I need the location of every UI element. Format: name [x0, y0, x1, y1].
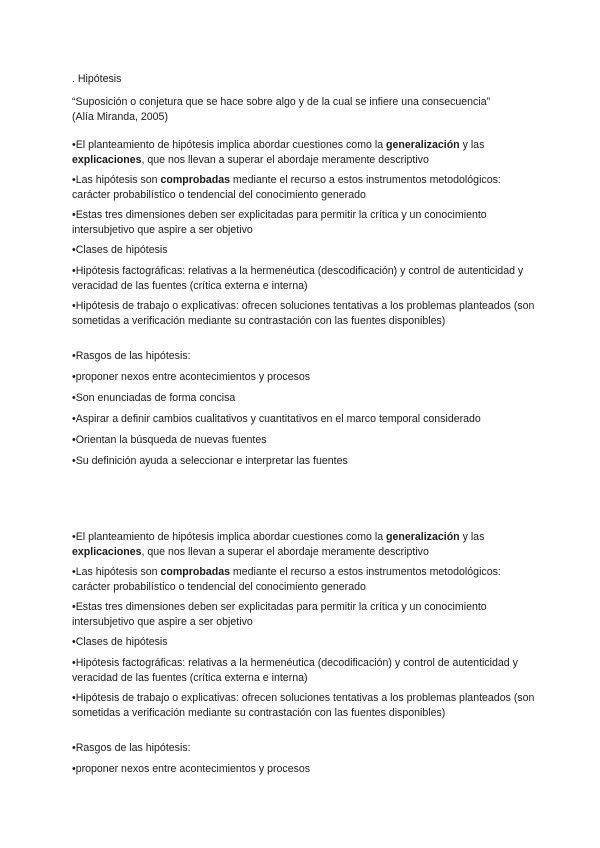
bullet-comprobadas-repeat: •Las hipótesis son comprobadas mediante el recurso a estos instrumentos metodológicos: carácter probabilístico o tendencial del conocimiento generado: [72, 566, 501, 593]
bullet-dimensiones-repeat: •Estas tres dimensiones deben ser explicitadas para permitir la crítica y un conocimiento intersubjetivo que aspire a ser objetivo: [72, 601, 487, 628]
bullet-orientan: •Orientan la búsqueda de nuevas fuentes: [72, 434, 267, 446]
bullet-factograficas-repeat: •Hipótesis factográficas: relativas a la hermenéutica (decodificación) y control de autenticidad y veracidad de las fuentes (crítica externa e interna): [72, 657, 518, 684]
bullet-generalizacion: •El planteamiento de hipótesis implica abordar cuestiones como la generalización y las explicaciones, que nos llevan a superar el abordaje meramente descriptivo: [72, 139, 485, 166]
bullet-rasgos: •Rasgos de las hipótesis:: [72, 350, 191, 362]
bullet-trabajo-repeat: •Hipótesis de trabajo o explicativas: ofrecen soluciones tentativas a los problemas planteados (son sometidas a verificación mediante su contrastación con las fuentes disponibles): [72, 692, 535, 719]
bullet-comprobadas: •Las hipótesis son comprobadas mediante el recurso a estos instrumentos metodológicos: carácter probabilístico o tendencial del conocimiento generado: [72, 174, 501, 201]
bullet-nexos-repeat: •proponer nexos entre acontecimientos y procesos: [72, 763, 311, 775]
bullet-nexos: •proponer nexos entre acontecimientos y procesos: [72, 371, 311, 383]
bullet-dimensiones: •Estas tres dimensiones deben ser explicitadas para permitir la crítica y un conocimiento intersubjetivo que aspire a ser objetivo: [72, 209, 487, 236]
bullet-factograficas: •Hipótesis factográficas: relativas a la hermenéutica (descodificación) y control de autenticidad y veracidad de las fuentes (crítica externa e interna): [72, 265, 524, 292]
quote-block: [72, 95, 542, 124]
quote-text: “Suposición o conjetura que se hace sobre algo y de la cual se infiere una consecuencia”: [72, 96, 491, 108]
bullet-seleccionar: •Su definición ayuda a seleccionar e interpretar las fuentes: [72, 455, 348, 467]
bullet-trabajo: •Hipótesis de trabajo o explicativas: ofrecen soluciones tentativas a los problemas planteados (son sometidas a verificación mediante su contrastación con las fuentes disponibles): [72, 300, 535, 327]
bullet-rasgos-repeat: •Rasgos de las hipótesis:: [72, 742, 191, 754]
quote-citation: (Alía Miranda, 2005): [72, 110, 168, 123]
bullet-clases: •Clases de hipótesis: [72, 244, 168, 256]
bullet-concisa: •Son enunciadas de forma concisa: [72, 392, 236, 404]
bullet-cambios: •Aspirar a definir cambios cualitativos y cuantitativos en el marco temporal considerado: [72, 413, 481, 425]
bullet-generalizacion-repeat: •El planteamiento de hipótesis implica abordar cuestiones como la generalización y las explicaciones, que nos llevan a superar el abordaje meramente descriptivo: [72, 531, 485, 558]
bullet-clases-repeat: •Clases de hipótesis: [72, 636, 168, 648]
section-heading: . Hipótesis: [72, 73, 122, 85]
